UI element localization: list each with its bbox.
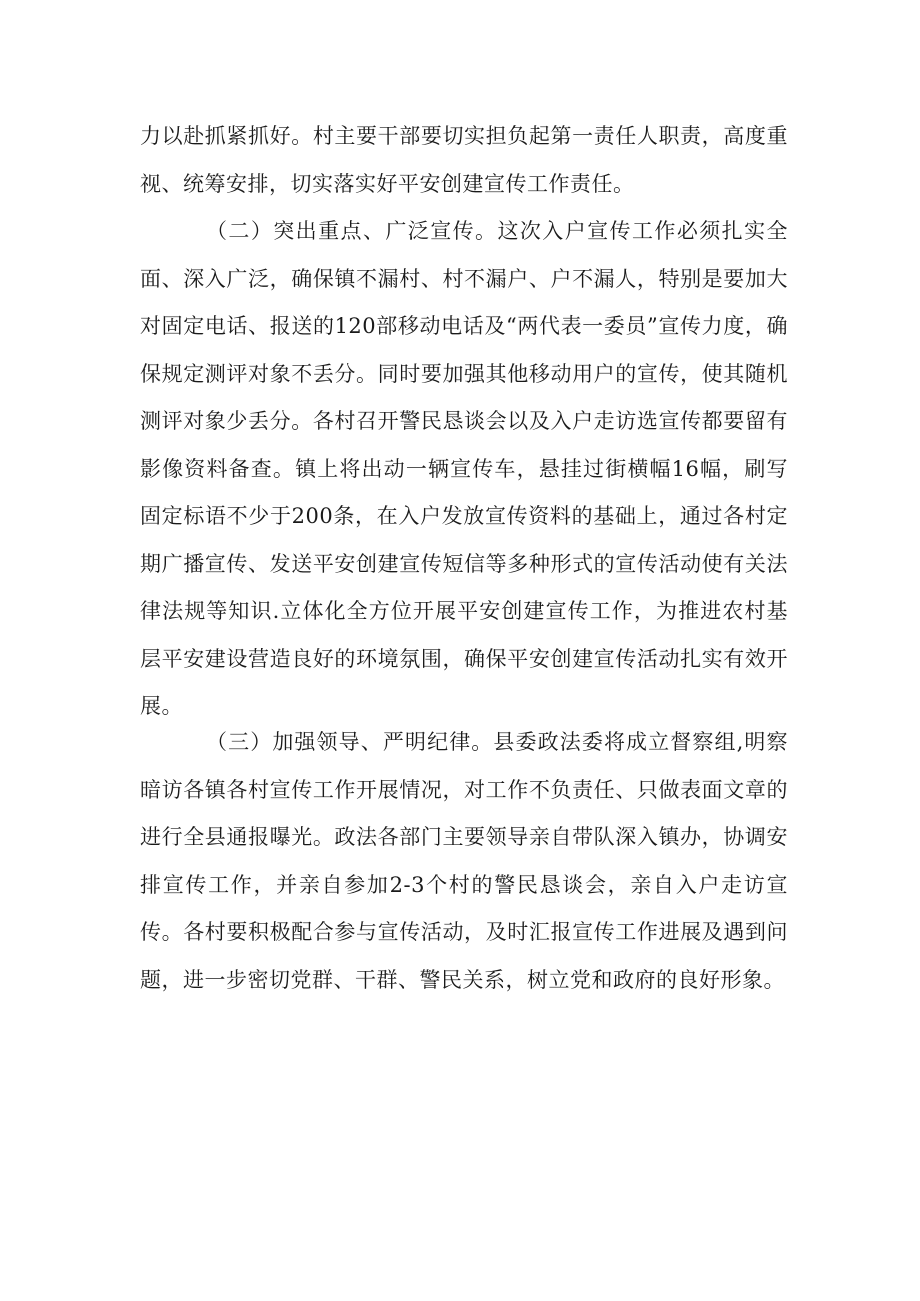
paragraph-text: 力以赴抓紧抓好。村主要干部要切实担负起第一责任人职责，高度重视、统筹安排，切实落实好平安创建宣传工作责任。 [140, 124, 788, 196]
paragraph-publicity [140, 208, 788, 731]
paragraph-text: （二）突出重点、广泛宣传。这次入户宣传工作必须扎实全面、深入广泛，确保镇不漏村、村不漏户、户不漏人，特别是要加大对固定电话、报送的120部移动电话及“两代表一委员”宣传力度，确保规定测评对象不丢分。同时要加强其他移动用户的宣传，使其随机测评对象少丢分。各村召开警民恳谈会以及入户走访选宣传都要留有影像资料备查。镇上将出动一辆宣传车，悬挂过街横幅16幅，刷写固定标语不少于200条，在入户发放宣传资料的基础上，通过各村定期广播宣传、发送平安创建宣传短信等多种形式的宣传活动使有关法律法规等知识.立体化全方位开展平安创建宣传工作，为推进农村基层平安建设营造良好的环境氛围，确保平安创建宣传活动扎实有效开展。 [140, 219, 788, 718]
paragraph-continuation [140, 113, 788, 208]
paragraph-text: （三）加强领导、严明纪律。县委政法委将成立督察组,明察暗访各镇各村宣传工作开展情况，对工作不负责任、只做表面文章的进行全县通报曝光。政法各部门主要领导亲自带队深入镇办，协调安排宣传工作，并亲自参加2-3个村的警民恳谈会，亲自入户走访宣传。各村要积极配合参与宣传活动，及时汇报宣传工作进展及遇到问题，进一步密切党群、干群、警民关系，树立党和政府的良好形象。 [140, 730, 788, 992]
paragraph-discipline [140, 719, 788, 1004]
